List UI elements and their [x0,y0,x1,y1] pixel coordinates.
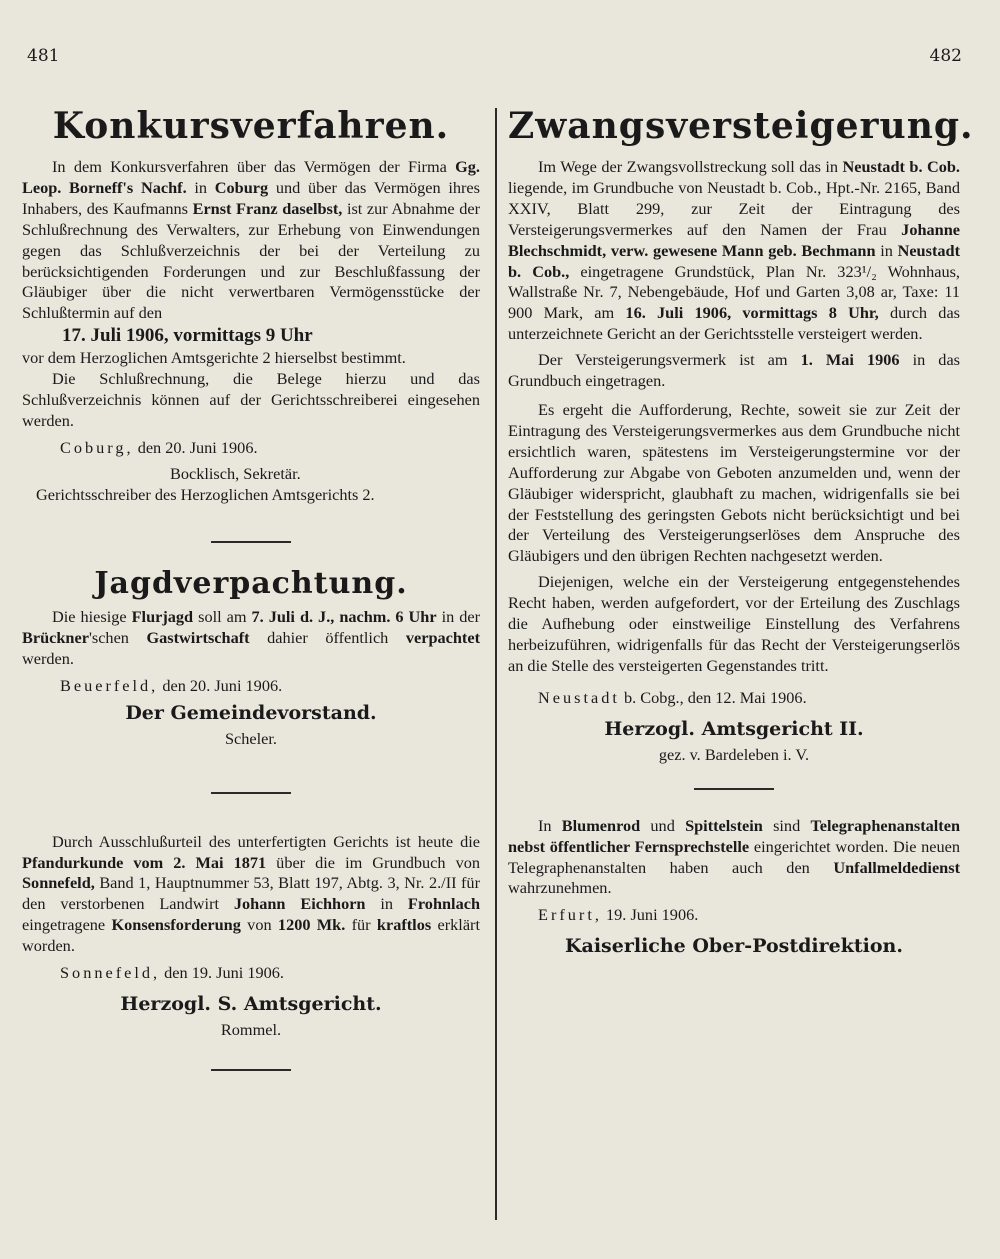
section-rule-2 [211,792,291,794]
konkurs-place-date: Coburg, den 20. Juni 1906. [60,437,258,457]
jagd-place-date: Beuerfeld, den 20. Juni 1906. [60,675,283,695]
right-column [508,95,974,959]
telegraph-signature-authority: Kaiserliche Ober-Postdirektion. [565,935,903,958]
zwang-paragraph-3: Es ergeht die Aufforderung, Rechte, soweit sie zur Zeit der Eintragung des Versteigerungsvermerkes aus dem Grundbuche nicht ersichtlich waren, spätestens im Versteigerungstermine vor der Aufforderung zur Abgabe von Geboten anzumelden und, wenn der Gläubiger widerspricht, glaubhaft zu machen, widrigenfalls sie bei der Feststellung des geringsten Gebots nicht berücksichtigt und bei der Verteilung des Versteigerungserlöses dem Anspruche des Gläubigers und den übrigen Rechten nachgesetzt werden. [508,399,960,566]
konkurs-date-line: 17. Juli 1906, vormittags 9 Uhr [62,325,313,347]
ausschluss-paragraph: Durch Ausschlußurteil des unterfertigten Gerichts ist heute die Pfandurkunde vom 2. Mai 1871 über die im Grundbuch von Sonnefeld, Band 1, Hauptnummer 53, Blatt 197, Abtg. 3, Nr. 2./II für den verstorbenen Landwirt Johann Eichhorn in Frohnlach eingetragene Konsensforderung von 1200 Mk. für kraftlos erklärt worden. [22,831,480,956]
ausschluss-signature-name: Rommel. [220,1020,282,1040]
ausschluss-place-date: Sonnefeld, den 19. Juni 1906. [60,963,285,983]
zwang-paragraph-2: Der Versteigerungsvermerk ist am 1. Mai 1906 in das Grundbuch eingetragen. [508,350,961,391]
jagd-signature-name: Scheler. [225,728,277,748]
ausschluss-signature-authority: Herzogl. S. Amtsgericht. [120,993,382,1016]
zwang-paragraph-4: Diejenigen, welche ein der Versteigerung entgegenstehendes Recht haben, werden aufgefordert, vor der Erteilung des Zuschlags die Aufhebung oder einstweilige Einstellung des Verfahrens herbeizuführen, widrigenfalls für das Recht der Versteigerungserlös an die Stelle des versteigerten Gegenstandes tritt. [508,572,960,675]
konkurs-paragraph-3: Die Schlußrechnung, die Belege hierzu und das Schlußverzeichnis können auf der Gerichtsschreiberei eingesehen werden. [22,369,480,430]
section-rule-1 [211,541,291,543]
zwang-signature-name: gez. v. Bardeleben i. V. [658,744,810,764]
page-number-right: 482 [929,46,962,66]
konkurs-signature-title: Gerichtsschreiber des Herzoglichen Amtsgerichts 2. [36,484,375,504]
zwang-title: Zwangsversteigerung. [508,105,974,147]
zwang-paragraph-1: Im Wege der Zwangsvollstreckung soll das in Neustadt b. Cob. liegende, im Grundbuche von Neustadt b. Cob., Hpt.-Nr. 2165, Band XXIV, Blatt 299, zur Zeit der Eintragung des Versteigerungsvermerkes auf den Namen der Frau Johanne Blechschmidt, verw. gewesene Mann geb. Bechmann in Neustadt b. Cob., eingetragene Grundstück, Plan Nr. 323¹/₂ Wohnhaus, Wallstraße Nr. 7, Nebengebäude, Hof und Garten 3,08 ar, Taxe: 11 900 Mark, am 16. Juli 1906, vormittags 8 Uhr, durch das unterzeichnete Gericht an der Gerichtsstelle versteigert werden. [508,157,961,344]
jagd-signature-authority: Der Gemeindevorstand. [125,701,377,724]
telegraph-place-date: Erfurt, 19. Juni 1906. [538,905,699,925]
konkurs-paragraph-2: vor dem Herzoglichen Amtsgerichte 2 hierselbst bestimmt. [22,348,406,368]
konkurs-title: Konkursverfahren. [52,105,450,147]
zwang-signature-authority: Herzogl. Amtsgericht II. [604,717,864,740]
telegraph-paragraph: In Blumenrod und Spittelstein sind Telegraphenanstalten nebst öffentlicher Fernsprechstelle eingerichtet worden. Die neuen Telegraphenanstalten haben auch den Unfallmeldedienst wahrzunehmen. [508,815,961,898]
left-column [22,95,480,1071]
jagd-paragraph: Die hiesige Flurjagd soll am 7. Juli d. J., nachm. 6 Uhr in der Brückner'schen Gastwirtschaft dahier öffentlich verpachtet werden. [22,606,481,668]
section-rule-4 [694,788,774,790]
jagd-title: Jagdverpachtung. [94,565,408,601]
page-number-left: 481 [27,46,60,66]
zwang-place-date: Neustadt b. Cobg., den 12. Mai 1906. [538,687,807,707]
konkurs-signature-name: Bocklisch, Sekretär. [170,463,301,483]
section-rule-3 [211,1069,291,1071]
konkurs-paragraph-1: In dem Konkursverfahren über das Vermögen der Firma Gg. Leop. Borneff's Nachf. in Coburg und über das Vermögen ihres Inhabers, des Kaufmanns Ernst Franz daselbst, ist zur Abnahme der Schlußrechnung des Verwalters, zur Erhebung von Einwendungen gegen das Schlußverzeichnis der bei der Verteilung zu berücksichtigenden Forderungen und zur Beschlußfassung der Gläubiger über die nicht verwertbaren Vermögensstücke der Schlußtermin auf den [22,157,480,323]
column-divider [495,108,497,1220]
